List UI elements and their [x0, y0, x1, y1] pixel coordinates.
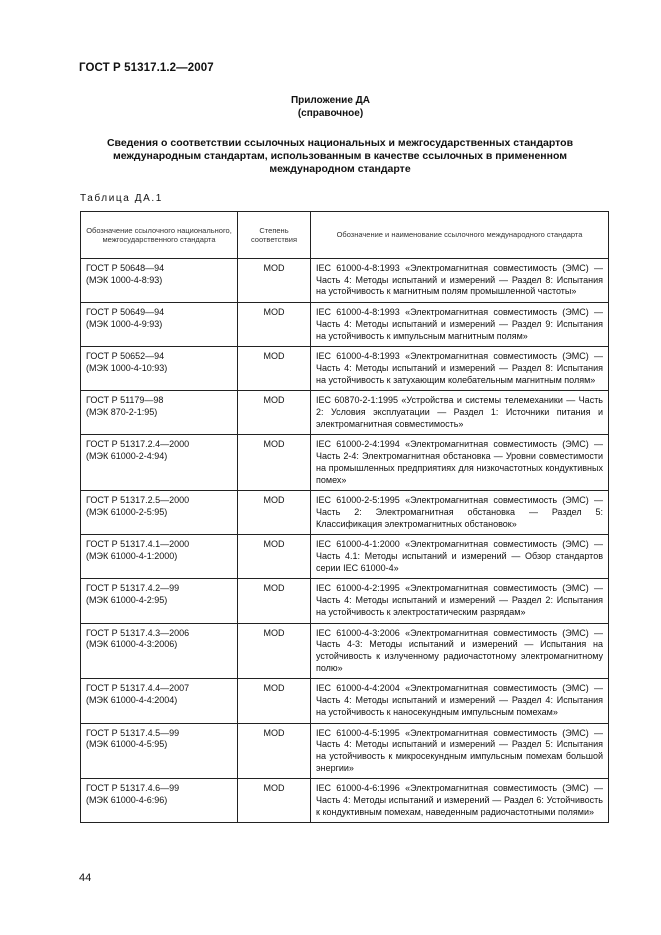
- page-number: 44: [79, 872, 92, 884]
- table-header-row: [81, 212, 609, 259]
- table-row: [81, 391, 609, 435]
- header-degree: Степень соответствия: [238, 212, 311, 259]
- iec-equivalent-code: (МЭК 61000-4-4:2004): [86, 695, 178, 706]
- appendix-subtitle: (справочное): [297, 108, 364, 119]
- national-standard-cell: [81, 347, 238, 391]
- international-standard-cell: IEC 61000-4-8:1993 «Электромагнитная совместимость (ЭМС) — Часть 4: Методы испытаний и измерений — Раздел 8: Испытания на устойчивость к магнитным полям промышленной частоты»: [311, 259, 609, 303]
- iec-equivalent-code: (МЭК 61000-4-2:95): [86, 595, 168, 606]
- degree-cell: MOD: [238, 679, 311, 723]
- degree-cell: MOD: [238, 303, 311, 347]
- table-caption: Таблица ДА.1: [80, 193, 163, 204]
- international-standard-cell: IEC 61000-2-5:1995 «Электромагнитная совместимость (ЭМС) — Часть 2: Электромагнитная обстановка — Раздел 5: Классификация электромагнитных обстановок»: [311, 491, 609, 535]
- iec-equivalent-code: (МЭК 61000-2-5:95): [86, 506, 168, 517]
- iec-equivalent-code: (МЭК 61000-4-5:95): [86, 739, 168, 750]
- section-heading: [80, 137, 600, 176]
- iec-equivalent-code: (МЭК 1000-4-8:93): [86, 274, 163, 285]
- national-standard-code: ГОСТ Р 50652—94: [86, 351, 165, 362]
- appendix-title: Приложение ДА: [290, 95, 371, 106]
- table-row: [81, 491, 609, 535]
- international-standard-cell: IEC 61000-4-3:2006 «Электромагнитная совместимость (ЭМС) — Часть 4-3: Методы испытаний и измерений — Испытания на устойчивость к излученному радиочастотному электромагнитному полю»: [311, 623, 609, 679]
- international-standard-cell: IEC 60870-2-1:1995 «Устройства и системы телемеханики — Часть 2: Условия эксплуатации — Раздел 1: Источники питания и электромагнитная совместимость»: [311, 391, 609, 435]
- heading-line: международном стандарте: [269, 163, 411, 175]
- header-international-standard: Обозначение и наименование ссылочного международного стандарта: [311, 212, 609, 259]
- national-standard-cell: [81, 623, 238, 679]
- table-row: [81, 347, 609, 391]
- table-row: [81, 679, 609, 723]
- national-standard-code: ГОСТ Р 51179—98: [86, 395, 164, 406]
- table-row: [81, 535, 609, 579]
- table-row: [81, 435, 609, 491]
- correspondence-table: [80, 211, 609, 823]
- national-standard-code: ГОСТ Р 51317.4.2—99: [86, 583, 180, 594]
- national-standard-code: ГОСТ Р 51317.4.1—2000: [86, 539, 190, 550]
- national-standard-code: ГОСТ Р 51317.4.3—2006: [86, 627, 190, 638]
- iec-equivalent-code: (МЭК 870-2-1:95): [86, 407, 158, 418]
- degree-cell: MOD: [238, 491, 311, 535]
- table-row: [81, 779, 609, 823]
- international-standard-cell: IEC 61000-4-5:1995 «Электромагнитная совместимость (ЭМС) — Часть 4: Методы испытаний и измерений — Раздел 5: Испытания на устойчивость к микросекундным импульсным помехам большой энергии»: [311, 723, 609, 779]
- national-standard-cell: [81, 435, 238, 491]
- national-standard-code: ГОСТ Р 51317.2.5—2000: [86, 495, 190, 506]
- national-standard-cell: [81, 491, 238, 535]
- national-standard-code: ГОСТ Р 51317.4.4—2007: [86, 683, 190, 694]
- national-standard-code: ГОСТ Р 50649—94: [86, 307, 165, 318]
- international-standard-cell: IEC 61000-4-8:1993 «Электромагнитная совместимость (ЭМС) — Часть 4: Методы испытаний и измерений — Раздел 8: Испытания на устойчивость к затухающим колебательным магнитным полям»: [311, 347, 609, 391]
- iec-equivalent-code: (МЭК 1000-4-10:93): [86, 362, 168, 373]
- national-standard-code: ГОСТ Р 51317.2.4—2000: [86, 439, 190, 450]
- degree-cell: MOD: [238, 623, 311, 679]
- degree-cell: MOD: [238, 779, 311, 823]
- international-standard-cell: IEC 61000-4-6:1996 «Электромагнитная совместимость (ЭМС) — Часть 4: Методы испытаний и измерений — Раздел 6: Устойчивость к кондуктивным помехам, наведенным радиочастотными полями»: [311, 779, 609, 823]
- table-row: [81, 623, 609, 679]
- international-standard-cell: IEC 61000-4-8:1993 «Электромагнитная совместимость (ЭМС) — Часть 4: Методы испытаний и измерений — Раздел 9: Испытания на устойчивость к импульсным магнитным полям»: [311, 303, 609, 347]
- table-row: [81, 579, 609, 623]
- degree-cell: MOD: [238, 535, 311, 579]
- degree-cell: MOD: [238, 391, 311, 435]
- national-standard-cell: [81, 303, 238, 347]
- table-row: [81, 303, 609, 347]
- national-standard-cell: [81, 391, 238, 435]
- national-standard-cell: [81, 779, 238, 823]
- iec-equivalent-code: (МЭК 61000-4-3:2006): [86, 639, 178, 650]
- national-standard-code: ГОСТ Р 51317.4.6—99: [86, 783, 180, 794]
- national-standard-cell: [81, 259, 238, 303]
- table-row: [81, 723, 609, 779]
- appendix-title-block: [0, 94, 661, 120]
- document-code: ГОСТ Р 51317.1.2—2007: [79, 62, 214, 74]
- degree-cell: MOD: [238, 347, 311, 391]
- table-row: [81, 259, 609, 303]
- iec-equivalent-code: (МЭК 61000-4-1:2000): [86, 551, 178, 562]
- international-standard-cell: IEC 61000-4-2:1995 «Электромагнитная совместимость (ЭМС) — Часть 4: Методы испытаний и измерений — Раздел 2: Испытания на устойчивость к электростатическим разрядам»: [311, 579, 609, 623]
- national-standard-cell: [81, 723, 238, 779]
- international-standard-cell: IEC 61000-2-4:1994 «Электромагнитная совместимость (ЭМС) — Часть 2-4: Электромагнитная обстановка — Уровни совместимости на промышленных предприятиях для низкочастотных кондуктивных помех»: [311, 435, 609, 491]
- national-standard-cell: [81, 679, 238, 723]
- national-standard-code: ГОСТ Р 50648—94: [86, 263, 165, 273]
- iec-equivalent-code: (МЭК 61000-2-4:94): [86, 451, 168, 462]
- degree-cell: MOD: [238, 579, 311, 623]
- national-standard-code: ГОСТ Р 51317.4.5—99: [86, 727, 180, 738]
- iec-equivalent-code: (МЭК 61000-4-6:96): [86, 795, 168, 806]
- international-standard-cell: IEC 61000-4-4:2004 «Электромагнитная совместимость (ЭМС) — Часть 4: Методы испытаний и измерений — Раздел 4: Испытания на устойчивость к наносекундным импульсным помехам»: [311, 679, 609, 723]
- national-standard-cell: [81, 535, 238, 579]
- degree-cell: MOD: [238, 723, 311, 779]
- international-standard-cell: IEC 61000-4-1:2000 «Электромагнитная совместимость (ЭМС) — Часть 4.1: Методы испытаний и измерений — Обзор стандартов серии IEC 61000-4»: [311, 535, 609, 579]
- heading-line: Сведения о соответствии ссылочных национальных и межгосударственных стандартов: [106, 137, 574, 149]
- national-standard-cell: [81, 579, 238, 623]
- heading-line: международным стандартам, использованным в качестве ссылочных в примененном: [112, 150, 568, 162]
- iec-equivalent-code: (МЭК 1000-4-9:93): [86, 318, 163, 329]
- header-national-standard: Обозначение ссылочного национального, межгосударственного стандарта: [81, 212, 238, 259]
- degree-cell: MOD: [238, 259, 311, 303]
- degree-cell: MOD: [238, 435, 311, 491]
